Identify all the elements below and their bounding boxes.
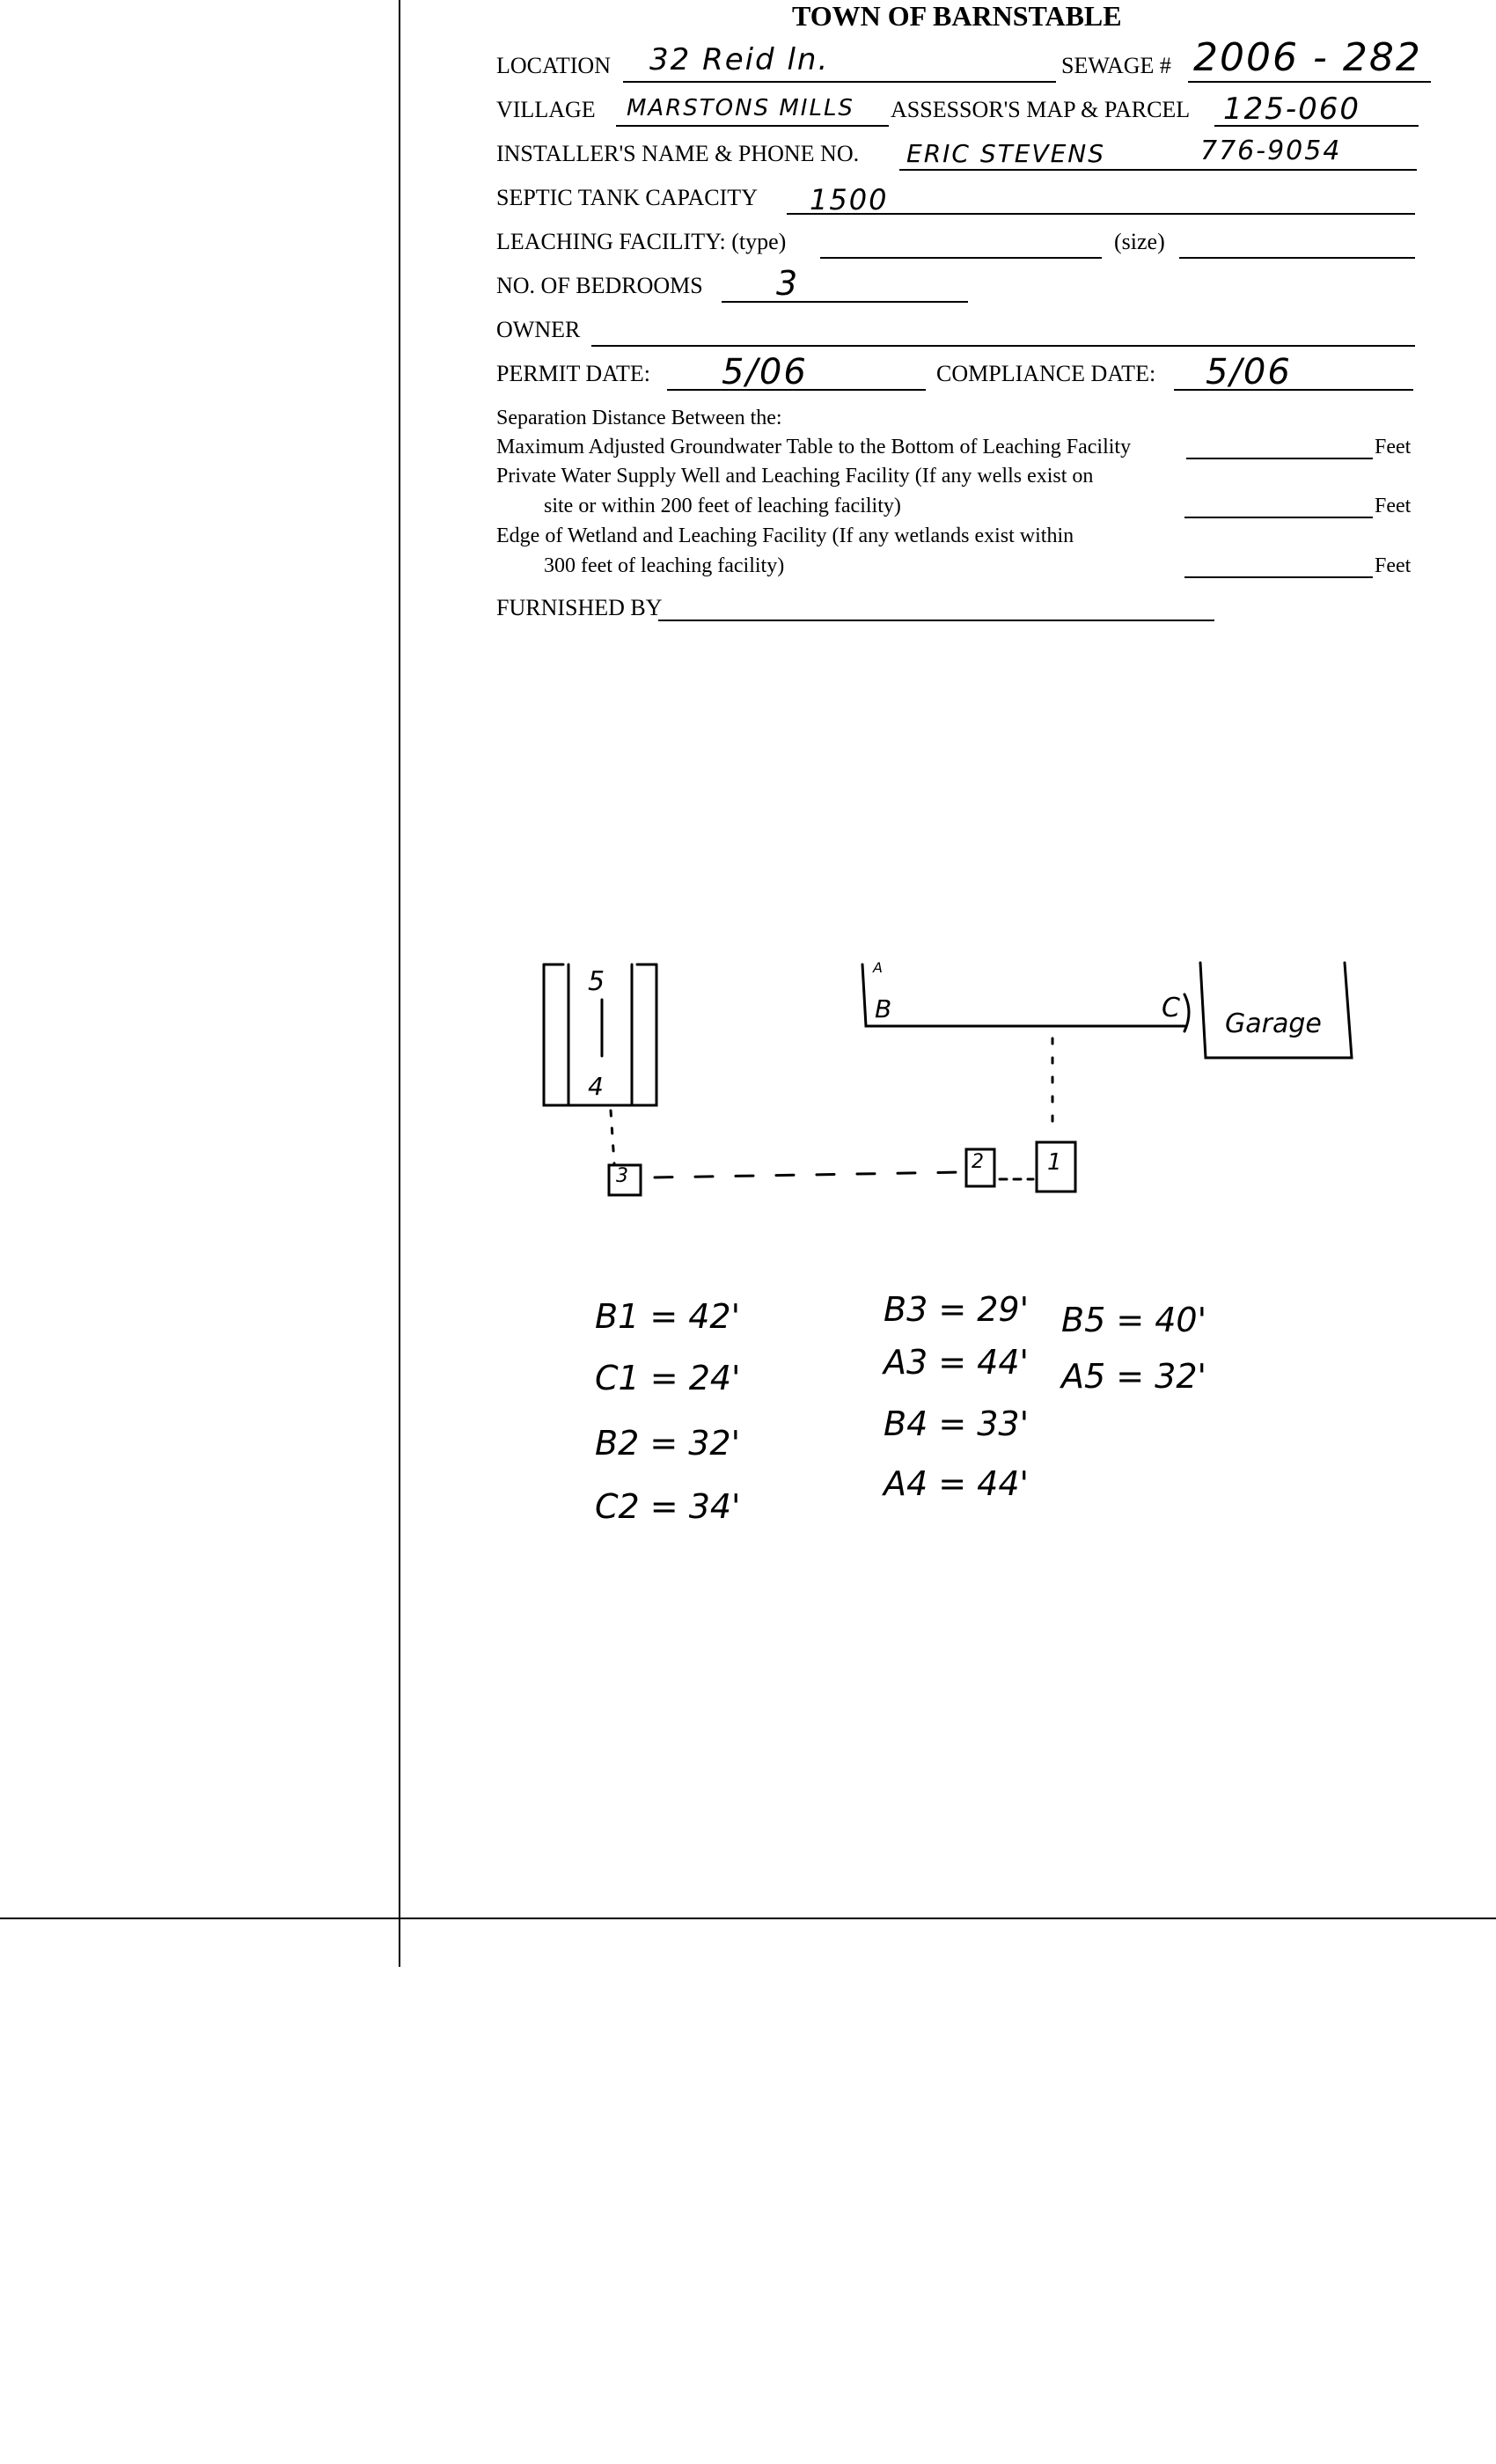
sewage-value: 2006 - 282 xyxy=(1193,35,1422,80)
measurement-c1: C1 = 24' xyxy=(595,1359,741,1397)
installer-phone: 776-9054 xyxy=(1200,136,1342,166)
bedrooms-label: NO. OF BEDROOMS xyxy=(496,273,703,298)
box-1-label: 1 xyxy=(1047,1149,1062,1176)
structure-to-box-3-dashes xyxy=(611,1111,614,1163)
form-title: TOWN OF BARNSTABLE xyxy=(792,0,1122,32)
groundwater-feet: Feet xyxy=(1375,436,1412,458)
installer-label: INSTALLER'S NAME & PHONE NO. xyxy=(496,141,860,166)
measurement-b5: B5 = 40' xyxy=(1061,1301,1207,1339)
septic-label: SEPTIC TANK CAPACITY xyxy=(496,185,758,210)
box-2-label: 2 xyxy=(972,1151,984,1173)
owner-label: OWNER xyxy=(496,317,581,342)
measurement-b2: B2 = 32' xyxy=(595,1424,741,1463)
box-3-to-box-2-dashes xyxy=(655,1172,961,1177)
septic-value: 1500 xyxy=(810,183,889,216)
measurement-a5: A5 = 32' xyxy=(1061,1357,1206,1396)
separation-wetland-line2: 300 feet of leaching facility) xyxy=(544,554,785,577)
compliance-value: 5/06 xyxy=(1206,352,1292,392)
assessor-value: 125-060 xyxy=(1223,92,1361,127)
wetland-feet: Feet xyxy=(1375,554,1412,577)
sewage-label: SEWAGE # xyxy=(1061,53,1171,78)
measurement-b4: B4 = 33' xyxy=(884,1404,1030,1443)
measurement-c2: C2 = 34' xyxy=(595,1487,741,1526)
installer-name: ERIC STEVENS xyxy=(906,139,1105,168)
permit-value: 5/06 xyxy=(722,352,808,392)
leaching-size-label: (size) xyxy=(1114,229,1165,254)
bedrooms-value: 3 xyxy=(776,264,800,303)
separation-well-line1: Private Water Supply Well and Leaching Facility (If any wells exist on xyxy=(496,465,1094,488)
garage-label: Garage xyxy=(1225,1008,1322,1039)
leaching-type-label: LEACHING FACILITY: (type) xyxy=(496,229,787,254)
assessor-label: ASSESSOR'S MAP & PARCEL xyxy=(891,97,1191,122)
permit-label: PERMIT DATE: xyxy=(496,361,651,386)
measurement-a4: A4 = 44' xyxy=(884,1464,1029,1503)
house-outline xyxy=(862,964,1184,1026)
furnished-label: FURNISHED BY xyxy=(496,595,663,620)
separation-groundwater: Maximum Adjusted Groundwater Table to the Bottom of Leaching Facility xyxy=(496,436,1132,458)
corner-label-c: C xyxy=(1162,993,1182,1023)
location-label: LOCATION xyxy=(496,53,611,78)
structure-label-4: 4 xyxy=(588,1072,605,1101)
measurement-b1: B1 = 42' xyxy=(595,1297,741,1336)
separation-heading: Separation Distance Between the: xyxy=(496,407,782,429)
measurement-a3: A3 = 44' xyxy=(884,1343,1029,1382)
village-value: MARSTONS MILLS xyxy=(627,95,854,121)
separation-well-line2: site or within 200 feet of leaching facility) xyxy=(544,495,901,517)
well-feet: Feet xyxy=(1375,495,1412,517)
location-value: 32 Reid ln. xyxy=(649,42,830,77)
compliance-label: COMPLIANCE DATE: xyxy=(936,361,1156,386)
separation-wetland-line1: Edge of Wetland and Leaching Facility (If any wetlands exist within xyxy=(496,524,1074,547)
measurement-b3: B3 = 29' xyxy=(884,1290,1030,1329)
corner-label-a: A xyxy=(873,959,884,976)
box-3-label: 3 xyxy=(616,1165,628,1187)
corner-label-b: B xyxy=(875,994,894,1023)
village-label: VILLAGE xyxy=(496,97,596,122)
structure-label-5: 5 xyxy=(588,966,607,997)
